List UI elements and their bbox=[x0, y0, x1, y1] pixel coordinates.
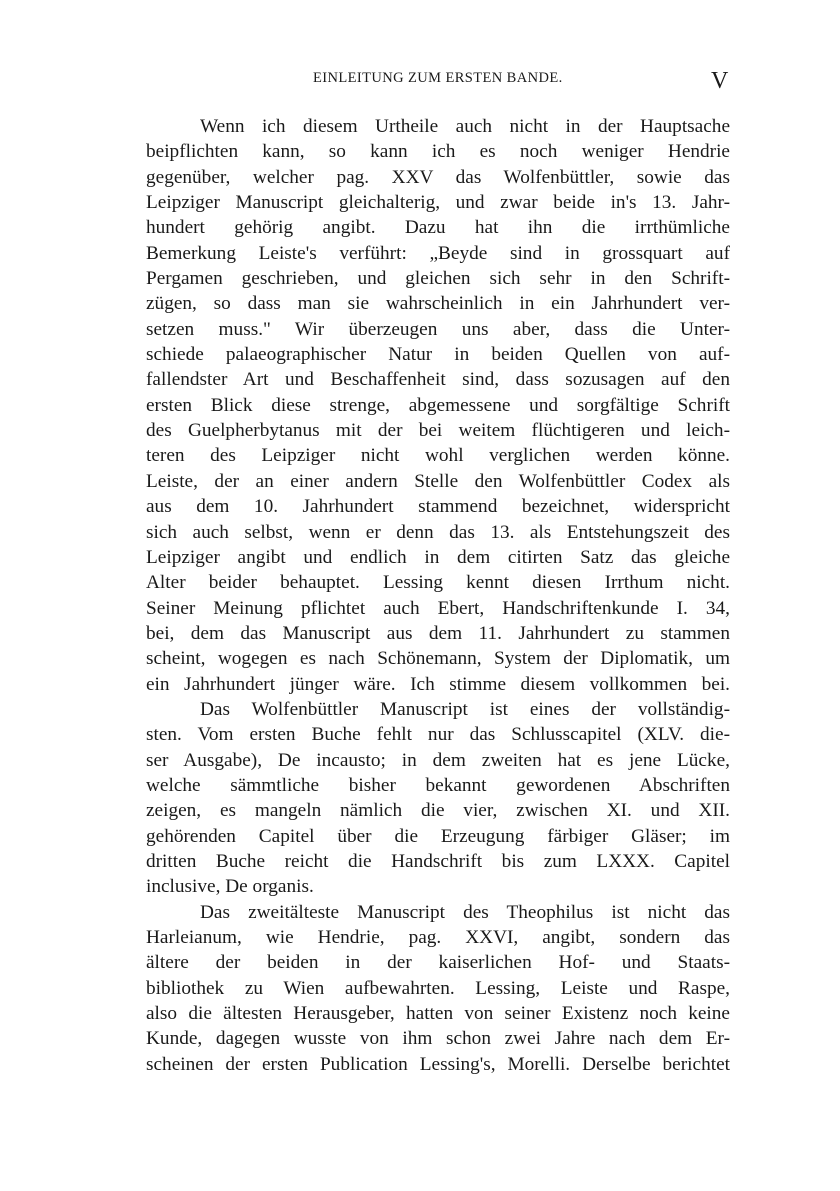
text-line: inclusive, De organis. bbox=[146, 876, 314, 898]
text-line: aus dem 10. Jahrhundert stammend bezeichnet, widerspricht bbox=[146, 496, 730, 518]
text-line: Pergamen geschrieben, und gleichen sich sehr in den Schrift- bbox=[146, 268, 730, 290]
text-line: des Guelpherbytanus mit der bei weitem flüchtigeren und leich- bbox=[146, 420, 730, 442]
running-title: EINLEITUNG ZUM ERSTEN BANDE. bbox=[313, 70, 563, 86]
text-line: Wenn ich diesem Urtheile auch nicht in der Hauptsache bbox=[200, 116, 730, 137]
text-line: gegenüber, welcher pag. XXV das Wolfenbüttler, sowie das bbox=[146, 166, 730, 188]
text-line: Das Wolfenbüttler Manuscript ist eines der vollständig- bbox=[200, 698, 730, 720]
text-line: scheint, wogegen es nach Schönemann, System der Diplomatik, um bbox=[146, 648, 730, 670]
text-line: Seiner Meinung pflichtet auch Ebert, Handschriftenkunde I. 34, bbox=[146, 597, 730, 619]
running-header bbox=[0, 68, 840, 98]
text-line: hundert gehörig angibt. Dazu hat ihn die irrthümliche bbox=[146, 217, 730, 239]
text-line: ein Jahrhundert jünger wäre. Ich stimme diesem vollkommen bei. bbox=[146, 673, 730, 695]
text-line: Bemerkung Leiste's verführt: „Beyde sind in grossquart auf bbox=[146, 242, 730, 264]
text-line: ersten Blick diese strenge, abgemessene und sorgfältige Schrift bbox=[146, 394, 730, 416]
text-line: sich auch selbst, wenn er denn das 13. als Entstehungszeit des bbox=[146, 521, 730, 543]
text-line: zeigen, es mangeln nämlich die vier, zwischen XI. und XII. bbox=[146, 800, 730, 822]
text-line: teren des Leipziger nicht wohl verglichen werden könne. bbox=[146, 445, 730, 467]
page-number: V bbox=[711, 68, 729, 94]
text-line: beipflichten kann, so kann ich es noch weniger Hendrie bbox=[146, 141, 730, 163]
text-line: Leipziger Manuscript gleichalterig, und zwar beide in's 13. Jahr- bbox=[146, 192, 730, 214]
text-line: gehörenden Capitel über die Erzeugung färbiger Gläser; im bbox=[146, 825, 730, 847]
text-line: dritten Buche reicht die Handschrift bis zum LXXX. Capitel bbox=[146, 850, 730, 872]
text-line: zügen, so dass man sie wahrscheinlich in ein Jahrhundert ver- bbox=[146, 293, 730, 315]
text-line: setzen muss." Wir überzeugen uns aber, dass die Unter- bbox=[146, 318, 730, 340]
text-line: also die ältesten Herausgeber, hatten von seiner Existenz noch keine bbox=[146, 1003, 730, 1025]
text-line: Das zweitälteste Manuscript des Theophilus ist nicht das bbox=[200, 901, 730, 923]
text-line: fallendster Art und Beschaffenheit sind, dass sozusagen auf den bbox=[146, 369, 730, 391]
text-line: welche sämmtliche bisher bekannt gewordenen Abschriften bbox=[146, 774, 730, 796]
text-line: Leiste, der an einer andern Stelle den Wolfenbüttler Codex als bbox=[146, 470, 730, 492]
text-line: Harleianum, wie Hendrie, pag. XXVI, angibt, sondern das bbox=[146, 927, 730, 948]
text-line: schiede palaeographischer Natur in beiden Quellen von auf- bbox=[146, 344, 730, 366]
text-line: ser Ausgabe), De incausto; in dem zweiten hat es jene Lücke, bbox=[146, 749, 730, 771]
text-line: scheinen der ersten Publication Lessing's, Morelli. Derselbe berichtet bbox=[146, 1053, 730, 1075]
text-line: ältere der beiden in der kaiserlichen Hof- und Staats- bbox=[146, 952, 730, 974]
text-line: Leipziger angibt und endlich in dem citirten Satz das gleiche bbox=[146, 546, 730, 568]
text-line: Alter beider behauptet. Lessing kennt diesen Irrthum nicht. bbox=[146, 572, 730, 594]
text-line: bei, dem das Manuscript aus dem 11. Jahrhundert zu stammen bbox=[146, 622, 730, 644]
body-text bbox=[146, 114, 730, 1077]
text-line: bibliothek zu Wien aufbewahrten. Lessing, Leiste und Raspe, bbox=[146, 977, 730, 999]
text-line: sten. Vom ersten Buche fehlt nur das Schlusscapitel (XLV. die- bbox=[146, 724, 730, 746]
text-line: Kunde, dagegen wusste von ihm schon zwei Jahre nach dem Er- bbox=[146, 1028, 730, 1050]
